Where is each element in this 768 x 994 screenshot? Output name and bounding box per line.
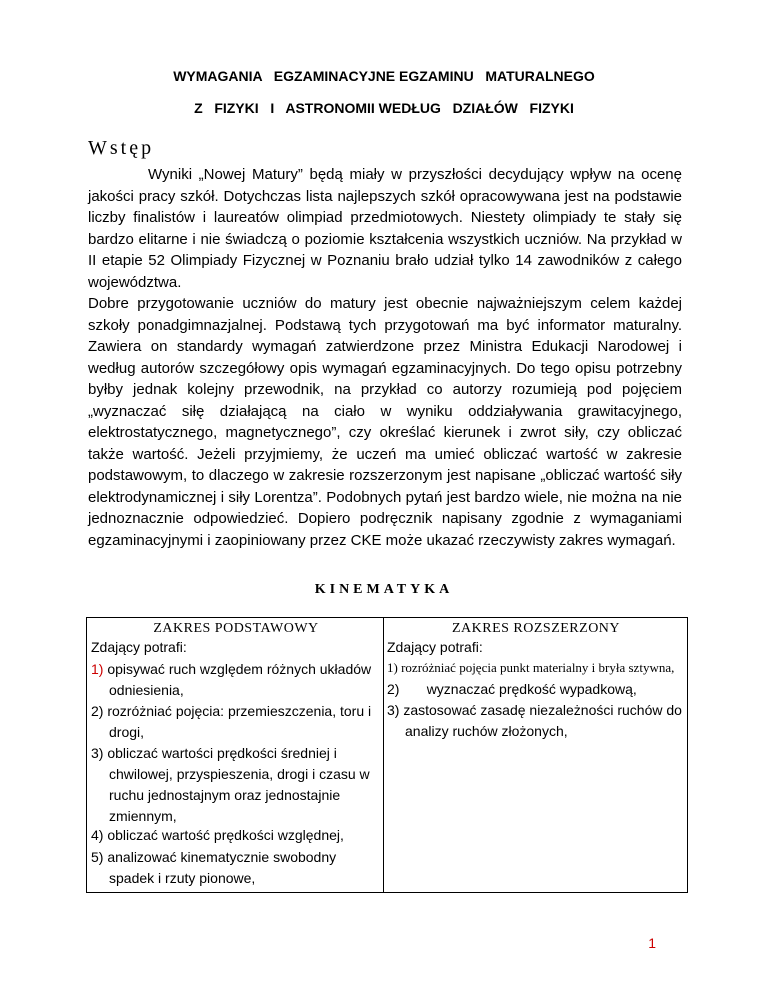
- extended-item-2-number: 2): [387, 681, 400, 697]
- intro-text: [88, 164, 682, 551]
- extended-item-1-text: rozróżniać pojęcia punkt materialny i bryła sztywna,: [401, 660, 675, 675]
- basic-item-2: [91, 701, 381, 743]
- basic-item-5-number: 5): [91, 849, 104, 865]
- basic-item-4-number: 4): [91, 827, 104, 843]
- section-title-kinematics: KINEMATYKA: [314, 582, 454, 597]
- basic-item-4-text: obliczać wartość prędkości względnej,: [107, 827, 344, 843]
- basic-scope-header: ZAKRES PODSTAWOWY: [153, 621, 319, 636]
- requirements-table: [86, 617, 688, 893]
- basic-item-3-number: 3): [91, 745, 104, 761]
- extended-item-1-number: 1): [387, 660, 398, 675]
- table-divider: [383, 618, 384, 892]
- extended-item-2-text: wyznaczać prędkość wypadkową,: [426, 681, 637, 697]
- extended-item-1: [387, 660, 685, 675]
- extended-item-3: [387, 700, 685, 742]
- extended-scope-subheader: Zdający potrafi:: [387, 639, 483, 655]
- basic-item-4: [91, 827, 381, 843]
- extended-item-2: [387, 679, 685, 700]
- basic-item-5: [91, 847, 381, 889]
- basic-item-3: [91, 743, 381, 827]
- extended-scope-column: [387, 618, 685, 742]
- basic-item-1-text: opisywać ruch względem różnych układów odniesienia,: [107, 661, 372, 698]
- basic-item-2-text: rozróżniać pojęcia: przemieszczenia, toru i drogi,: [107, 703, 372, 740]
- basic-item-3-text: obliczać wartości prędkości średniej i chwilowej, przyspieszenia, drogi i czasu w ruchu jednostajnym oraz jednostajnie zmiennym,: [107, 745, 370, 824]
- basic-scope-subheader: Zdający potrafi:: [91, 639, 187, 655]
- basic-item-1-number: 1): [91, 661, 104, 677]
- document-title-line2: Z FIZYKI I ASTRONOMII WEDŁUG DZIAŁÓW FIZYKI: [194, 100, 574, 116]
- intro-paragraph-2: Dobre przygotowanie uczniów do matury jest obecnie najważniejszym celem każdej szkoły ponadgimnazjalnej. Podstawą tych przygotowań ma być informator maturalny. Zawiera on standardy wymagań zatwierdzone przez Ministra Edukacji Narodowej i według autorów szczegółowy opis wymagań egzaminacyjnych. Do tego opisu potrzebny byłby jednak kolejny przewodnik, na przykład co autorzy rozumieją pod pojęciem „wyznaczać siłę działającą na ciało w wyniku oddziaływania grawitacyjnego, elektrostatycznego, magnetycznego”, czy określać kierunek i zwrot siły, czy obliczać także wartość. Jeżeli przyjmiemy, że uczeń ma umieć obliczać wartość w zakresie podstawowym, to dlaczego w zakresie rozszerzonym jest napisane „obliczać wartość siły elektrodynamicznej i siły Lorentza”. Podobnych pytań jest bardzo wiele, nie można na nie jednoznacznie odpowiedzieć. Dopiero podręcznik napisany zgodnie z wymaganiami egzaminacyjnymi i zaopiniowany przez CKE może ukazać rzeczywisty zakres wymagań.: [88, 295, 682, 549]
- document-title-line1: WYMAGANIA EGZAMINACYJNE EGZAMINU MATURALNEGO: [173, 68, 595, 84]
- basic-item-2-number: 2): [91, 703, 104, 719]
- basic-item-1: [91, 659, 381, 701]
- basic-item-5-text: analizować kinematycznie swobodny spadek i rzuty pionowe,: [107, 849, 337, 886]
- extended-item-3-text: zastosować zasadę niezależności ruchów do analizy ruchów złożonych,: [403, 702, 682, 739]
- extended-scope-header: ZAKRES ROZSZERZONY: [451, 621, 621, 636]
- intro-paragraph-1: Wyniki „Nowej Matury” będą miały w przyszłości decydujący wpływ na ocenę jakości pracy szkół. Dotychczas lista najlepszych szkół opracowywana jest na podstawie liczby finalistów i laureatów olimpiad przedmiotowych. Niestety olimpiady te stały się bardzo elitarne i nie świadczą o poziomie kształcenia wszystkich uczniów. Na przykład w II etapie 52 Olimpiady Fizycznej w Poznaniu brało udział tylko 14 zawodników z całego województwa.: [88, 166, 682, 291]
- page-number: 1: [648, 935, 656, 951]
- extended-item-3-number: 3): [387, 702, 400, 718]
- basic-scope-column: [91, 618, 381, 889]
- section-heading-intro: Wstęp: [88, 137, 155, 159]
